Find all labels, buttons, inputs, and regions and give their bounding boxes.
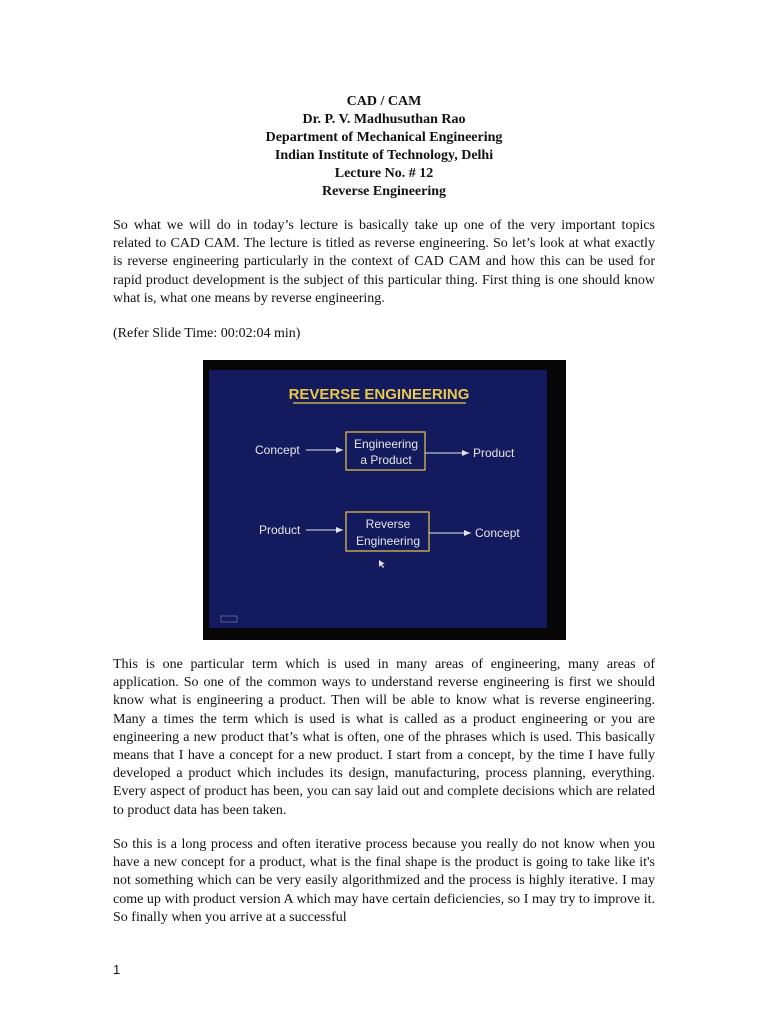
row1-input-label: Concept	[255, 443, 300, 457]
row1-box-line2: a Product	[360, 453, 412, 467]
body-paragraph-3: So this is a long process and often iterative process because you really do not know when you have a new concept for a product, what is the final shape is the product is going to take like it's not something which can be very easily algorithmized and the process is highly iterative. I may come up with product version A which may have certain deficiencies, so I may try to improve it. So finally when you arrive at a successful	[113, 837, 655, 925]
row1-box-line1: Engineering	[353, 437, 419, 451]
row2-box-line2: Engineering	[355, 534, 421, 548]
document-header	[0, 93, 768, 201]
slide-title: REVERSE ENGINEERING	[288, 386, 470, 403]
row2-input-label: Product	[259, 523, 301, 537]
lecture-slide	[203, 360, 566, 640]
author-name: Dr. P. V. Madhusuthan Rao	[302, 112, 466, 127]
intro-paragraph: So what we will do in today’s lecture is basically take up one of the very important topics related to CAD CAM. The lecture is titled as reverse engineering. So let’s look at what exactly is reverse engineering particularly in the context of CAD CAM and how this can be used for rapid product development is the subject of this particular thing. First thing is one should know what is, what one means by reverse engineering.	[113, 218, 655, 306]
row2-box-line1: Reverse	[365, 517, 411, 531]
row1-output-label: Product	[473, 446, 515, 460]
slide-diagram	[203, 360, 566, 640]
page-number: 1	[113, 962, 121, 977]
institute-name: Indian Institute of Technology, Delhi	[274, 148, 494, 163]
department-name: Department of Mechanical Engineering	[265, 130, 503, 145]
course-title: CAD / CAM	[346, 94, 422, 109]
lecture-title: Reverse Engineering	[321, 184, 447, 199]
row2-output-label: Concept	[475, 526, 520, 540]
body-paragraph-2: This is one particular term which is used in many areas of engineering, many areas of application. So one of the common ways to understand reverse engineering is first we should know what is engineering a product. Then will be able to know what is reverse engineering. Many a times the term which is used is what is called as a product engineering or you are engineering a new product that’s what is often, one of the phrases which is used. This basically means that I have a concept for a new product. I start from a concept, by the time I have fully developed a product which includes its design, manufacturing, process planning, everything. Every aspect of product has been, you can say laid out and complete decisions which are related to product data has been taken.	[113, 657, 655, 818]
mouse-pointer-icon	[379, 560, 385, 568]
lecture-number: Lecture No. # 12	[334, 166, 434, 181]
slide-logo-icon	[221, 616, 237, 622]
refer-slide-time: (Refer Slide Time: 00:02:04 min)	[113, 326, 301, 341]
